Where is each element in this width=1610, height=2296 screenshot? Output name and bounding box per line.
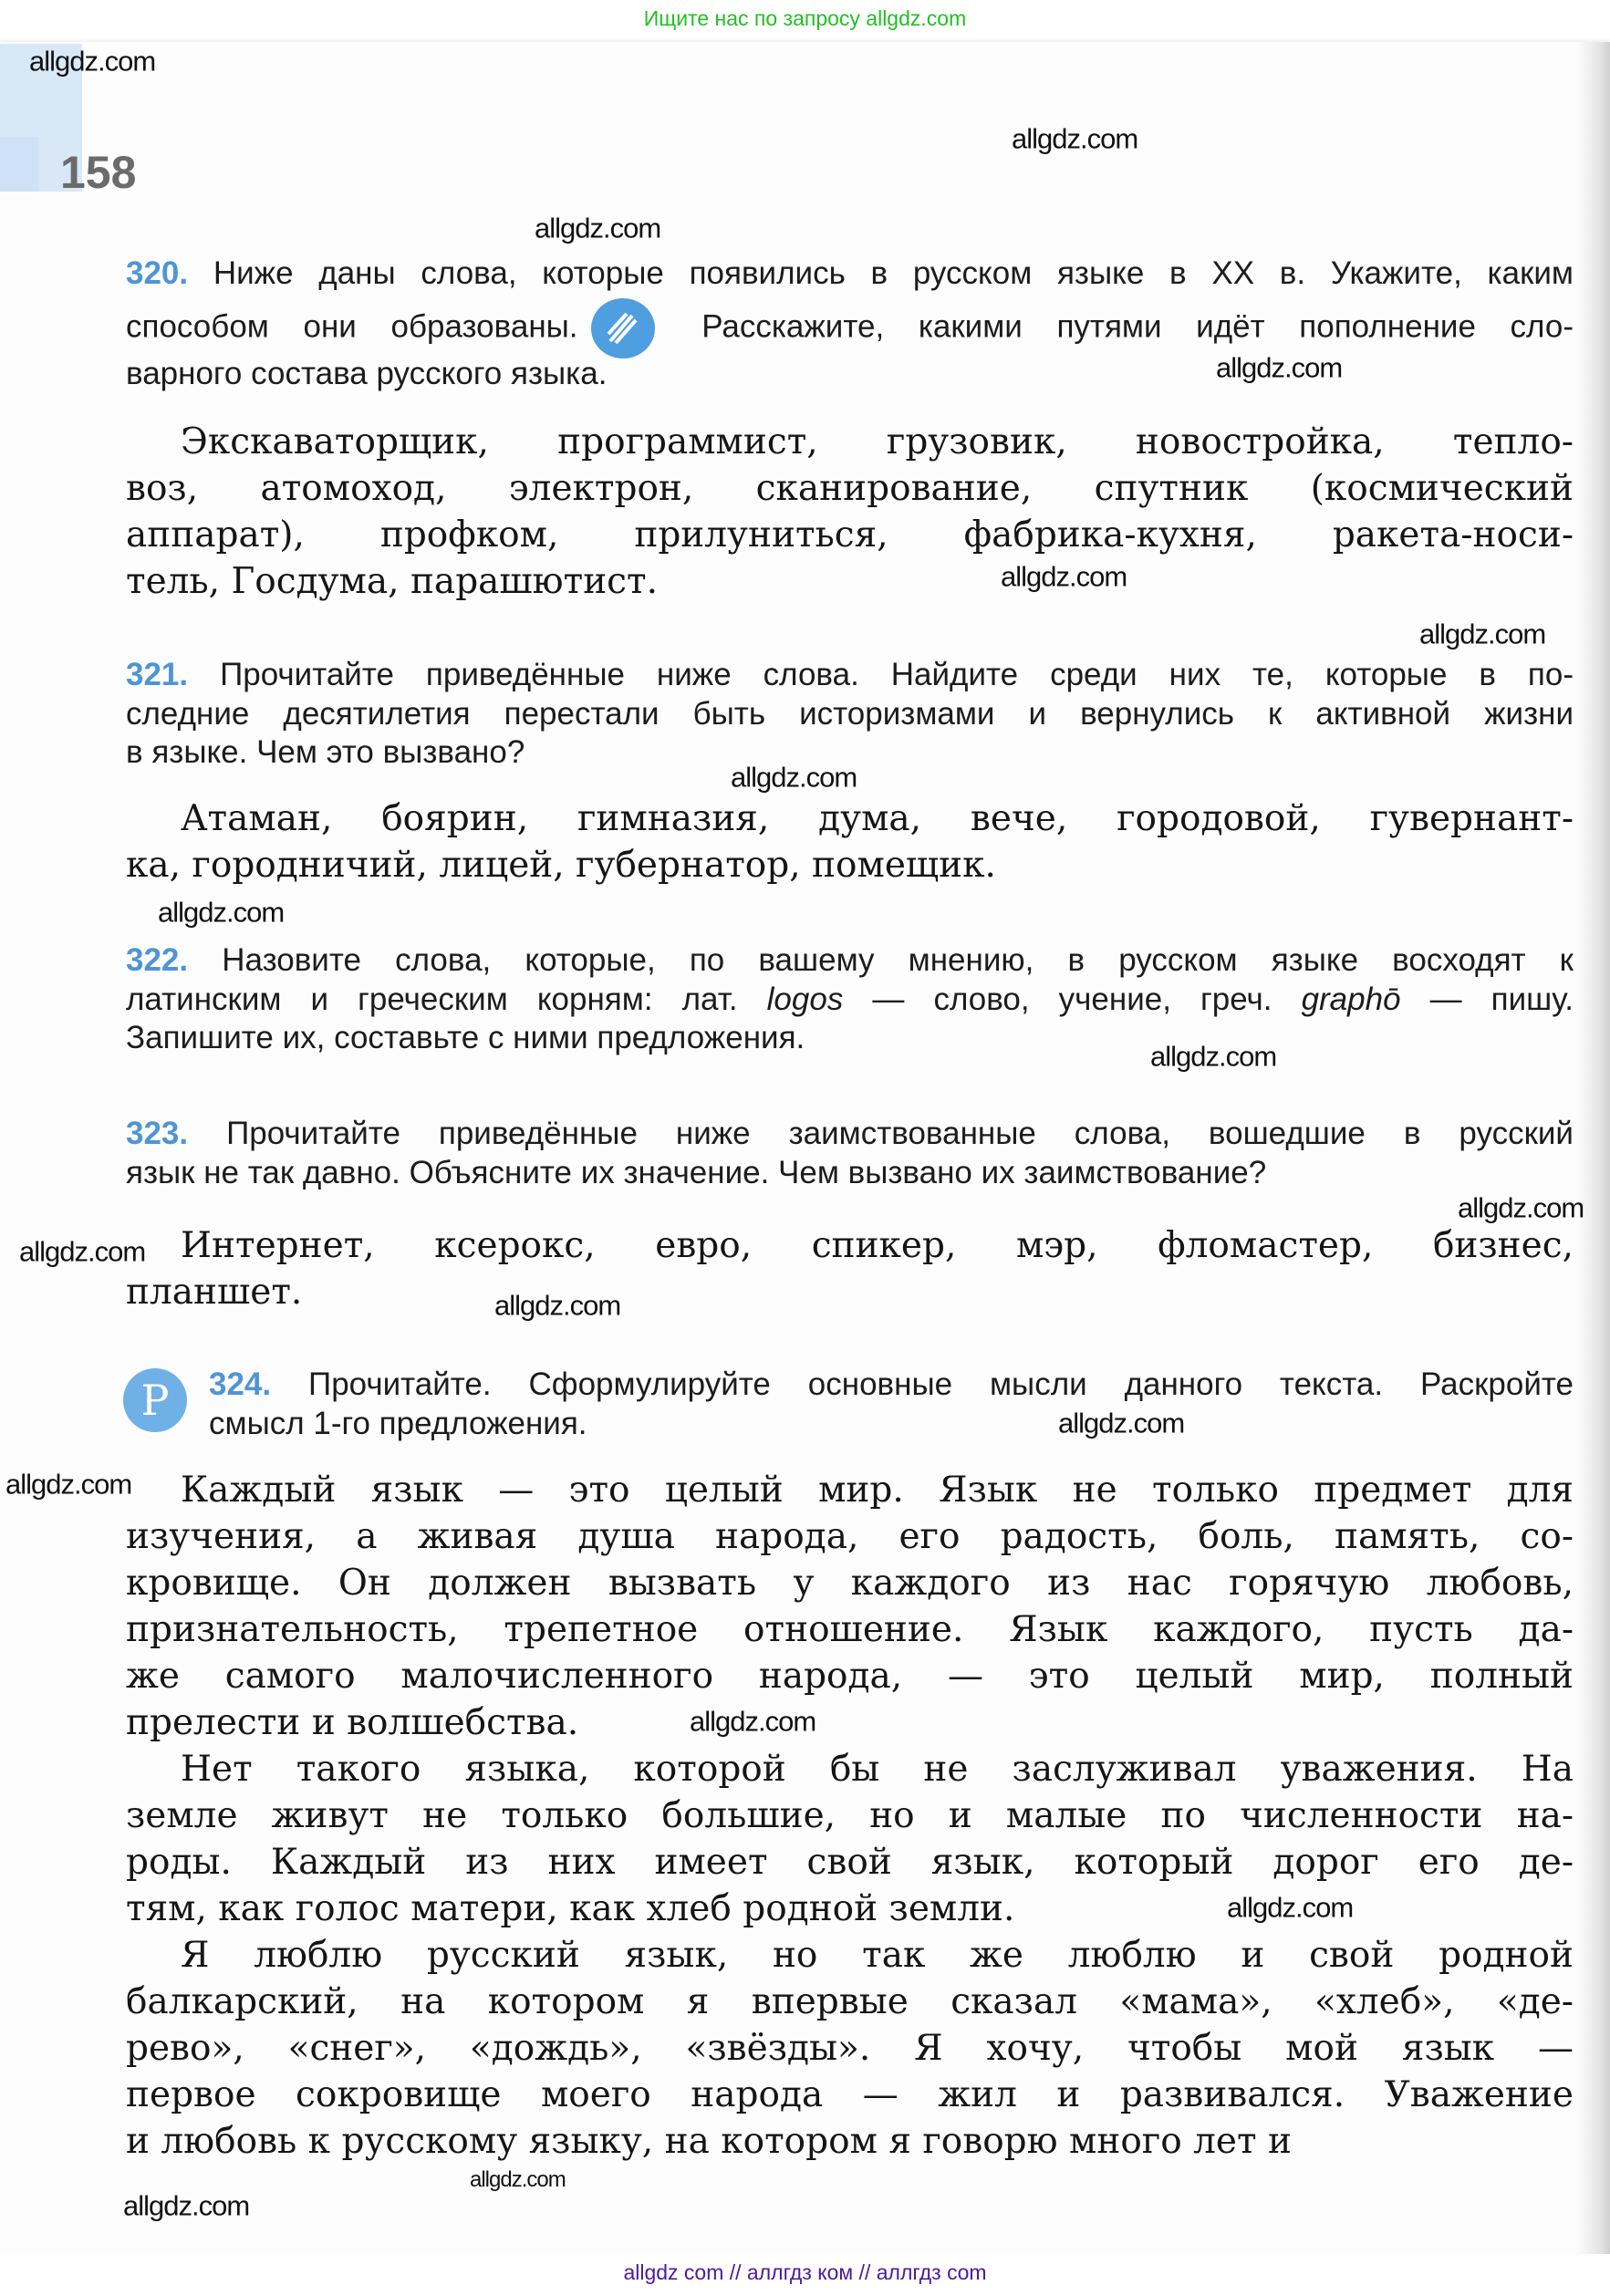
task-text: Ниже даны слова, которые появились в русском языке в XX в. Укажите, каким	[213, 255, 1574, 291]
text-line	[126, 1560, 1574, 1606]
text-line	[126, 1792, 1574, 1839]
page-tab-accent	[0, 137, 38, 192]
text-line	[126, 1746, 1574, 1792]
watermark: allgdz.com	[731, 761, 857, 794]
line-text: тель, Госдума, парашютист.	[126, 561, 659, 602]
text-line	[126, 1154, 1574, 1193]
line-text: Атаман, боярин, гимназия, дума, вече, городовой, гувернант-	[181, 798, 1574, 839]
text-line	[126, 1932, 1574, 1979]
text-line	[126, 656, 1574, 695]
line-text: балкарский, на котором я впервые сказал «мама», «хлеб», «де-	[126, 1981, 1574, 2022]
page-edge-shadow	[1577, 42, 1610, 2254]
line-text: следние десятилетия перестали быть историзмами и вернулись к активной жизни	[126, 695, 1574, 732]
greek-word: graphō	[1301, 981, 1401, 1017]
line-text: Прочитайте. Сформулируйте основные мысли данного текста. Раскройте	[308, 1366, 1574, 1402]
watermark: allgdz.com	[1227, 1891, 1354, 1924]
text-line	[126, 2118, 1574, 2165]
line-text: земле живут не только большие, но и малые по численности на-	[126, 1795, 1574, 1836]
watermark: allgdz.com	[1419, 618, 1546, 650]
footer-watermark: allgdz com // аллгдз ком // аллгдз com	[623, 2260, 987, 2284]
line-text: кровище. Он должен вызвать у каждого из нас горячую любовь,	[126, 1563, 1574, 1604]
watermark: allgdz.com	[1216, 351, 1343, 384]
speech-development-badge: Р	[123, 1368, 187, 1432]
text-line	[126, 1513, 1574, 1560]
line-text: первое сокровище моего народа — жил и развивался. Уважение	[126, 2074, 1574, 2115]
text-line	[209, 1405, 1574, 1444]
watermark: allgdz.com	[19, 1235, 146, 1268]
exercise-number: 323.	[126, 1116, 189, 1151]
task-text: способом они образованы.	[126, 308, 578, 345]
task-text: — пишу.	[1429, 981, 1574, 1017]
line-text: язык не так давно. Объясните их значение. Чем вызвано их заимствование?	[126, 1154, 1267, 1190]
task-text: Расскажите, какими путями идёт пополнение сло-	[701, 308, 1574, 345]
text-line	[126, 512, 1574, 558]
text-line	[126, 1653, 1574, 1699]
line-text: рево», «снег», «дождь», «звёзды». Я хочу, чтобы мой язык —	[126, 2028, 1574, 2069]
watermark: allgdz.com	[690, 1705, 816, 1738]
latin-word: logos	[766, 981, 844, 1017]
text-line	[126, 1886, 1574, 1932]
text-line	[126, 1222, 1574, 1269]
exercise-number: 321.	[126, 657, 189, 692]
exercise-324-text	[126, 1467, 1574, 2165]
line-text: ка, городничий, лицей, губернатор, помещик.	[126, 845, 996, 886]
watermark: allgdz.com	[470, 2167, 566, 2192]
text-line	[126, 2025, 1574, 2072]
exercise-321-words	[126, 795, 1574, 888]
line-text: признательность, трепетное отношение. Язык каждого, пусть да-	[126, 1609, 1574, 1650]
exercise-number: 320.	[126, 255, 189, 291]
watermark: allgdz.com	[494, 1289, 621, 1322]
text-line	[126, 558, 1574, 605]
task-line	[126, 981, 1574, 1020]
line-text: Каждый язык — это целый мир. Язык не только предмет для	[181, 1470, 1574, 1511]
watermark: allgdz.com	[1012, 122, 1138, 155]
exercise-323-words	[126, 1222, 1574, 1315]
line-text: смысл 1-го предложения.	[209, 1405, 587, 1441]
text-line	[126, 2072, 1574, 2118]
text-line	[126, 465, 1574, 512]
task-text: Назовите слова, которые, по вашему мнению, в русском языке восходят к	[222, 942, 1574, 978]
line-text: планшет.	[126, 1272, 303, 1313]
text-line	[126, 1467, 1574, 1513]
task-line	[126, 941, 1574, 981]
text-line	[126, 1839, 1574, 1886]
line-text: Экскаваторщик, программист, грузовик, новостройка, тепло-	[181, 421, 1574, 462]
watermark: allgdz.com	[5, 1468, 132, 1501]
text-line	[126, 419, 1574, 465]
watermark: allgdz.com	[1058, 1407, 1185, 1439]
watermark: allgdz.com	[123, 2189, 250, 2222]
line-text: прелести и волшебства.	[126, 1702, 579, 1743]
line-text: тям, как голос матери, как хлеб родной земли.	[126, 1888, 1015, 1929]
exercise-323-task	[126, 1115, 1574, 1192]
watermark: allgdz.com	[1001, 560, 1127, 593]
task-text: — слово, учение, греч.	[872, 981, 1272, 1017]
line-text: роды. Каждый из них имеет свой язык, который дорог его де-	[126, 1842, 1574, 1883]
text-line	[126, 1115, 1574, 1154]
line-text: Прочитайте приведённые ниже заимствованные слова, вошедшие в русский	[226, 1116, 1574, 1151]
text-line	[126, 1269, 1574, 1315]
pencil-icon	[591, 298, 655, 358]
exercise-324-task	[209, 1366, 1574, 1443]
exercise-321-task	[126, 656, 1574, 773]
task-text: латинским и греческим корням: лат.	[126, 981, 738, 1017]
task-line	[126, 248, 1574, 298]
line-text: изучения, а живая душа народа, его радость, боль, память, со-	[126, 1516, 1574, 1557]
task-line	[126, 298, 1574, 348]
top-banner: Ищите нас по запросу allgdz.com	[643, 6, 967, 30]
line-text: же самого малочисленного народа, — это целый мир, полный	[126, 1656, 1574, 1697]
line-text: и любовь к русскому языку, на котором я говорю много лет и	[126, 2121, 1292, 2162]
watermark: allgdz.com	[1150, 1040, 1277, 1073]
watermark: allgdz.com	[535, 212, 661, 244]
exercise-322-task	[126, 941, 1574, 1058]
exercise-320-words	[126, 419, 1574, 605]
line-text: аппарат), профком, прилуниться, фабрика-кухня, ракета-носи-	[126, 514, 1574, 556]
watermark: allgdz.com	[29, 45, 156, 78]
text-line	[126, 1979, 1574, 2025]
line-text: Прочитайте приведённые ниже слова. Найдите среди них те, которые в по-	[220, 657, 1574, 692]
watermark: allgdz.com	[1458, 1191, 1584, 1224]
watermark: allgdz.com	[158, 896, 285, 929]
exercise-320-task	[126, 248, 1574, 399]
task-line: Запишите их, составьте с ними предложения.	[126, 1020, 805, 1055]
line-text: Интернет, ксерокс, евро, спикер, мэр, фломастер, бизнес,	[181, 1225, 1574, 1266]
text-line	[126, 1699, 1574, 1746]
line-text: Нет такого языка, которой бы не заслуживал уважения. На	[181, 1749, 1574, 1790]
exercise-number: 324.	[209, 1366, 272, 1402]
text-line	[126, 695, 1574, 734]
line-text: воз, атомоход, электрон, сканирование, спутник (космический	[126, 468, 1574, 509]
line-text: в языке. Чем это вызвано?	[126, 734, 525, 770]
page-number: 158	[60, 147, 137, 198]
exercise-number: 322.	[126, 942, 189, 978]
text-line	[126, 1606, 1574, 1653]
text-line	[209, 1366, 1574, 1405]
task-line: варного состава русского языка.	[126, 356, 608, 391]
text-line	[126, 842, 1574, 888]
text-line	[126, 795, 1574, 842]
line-text: Я люблю русский язык, но так же люблю и свой родной	[181, 1935, 1574, 1976]
